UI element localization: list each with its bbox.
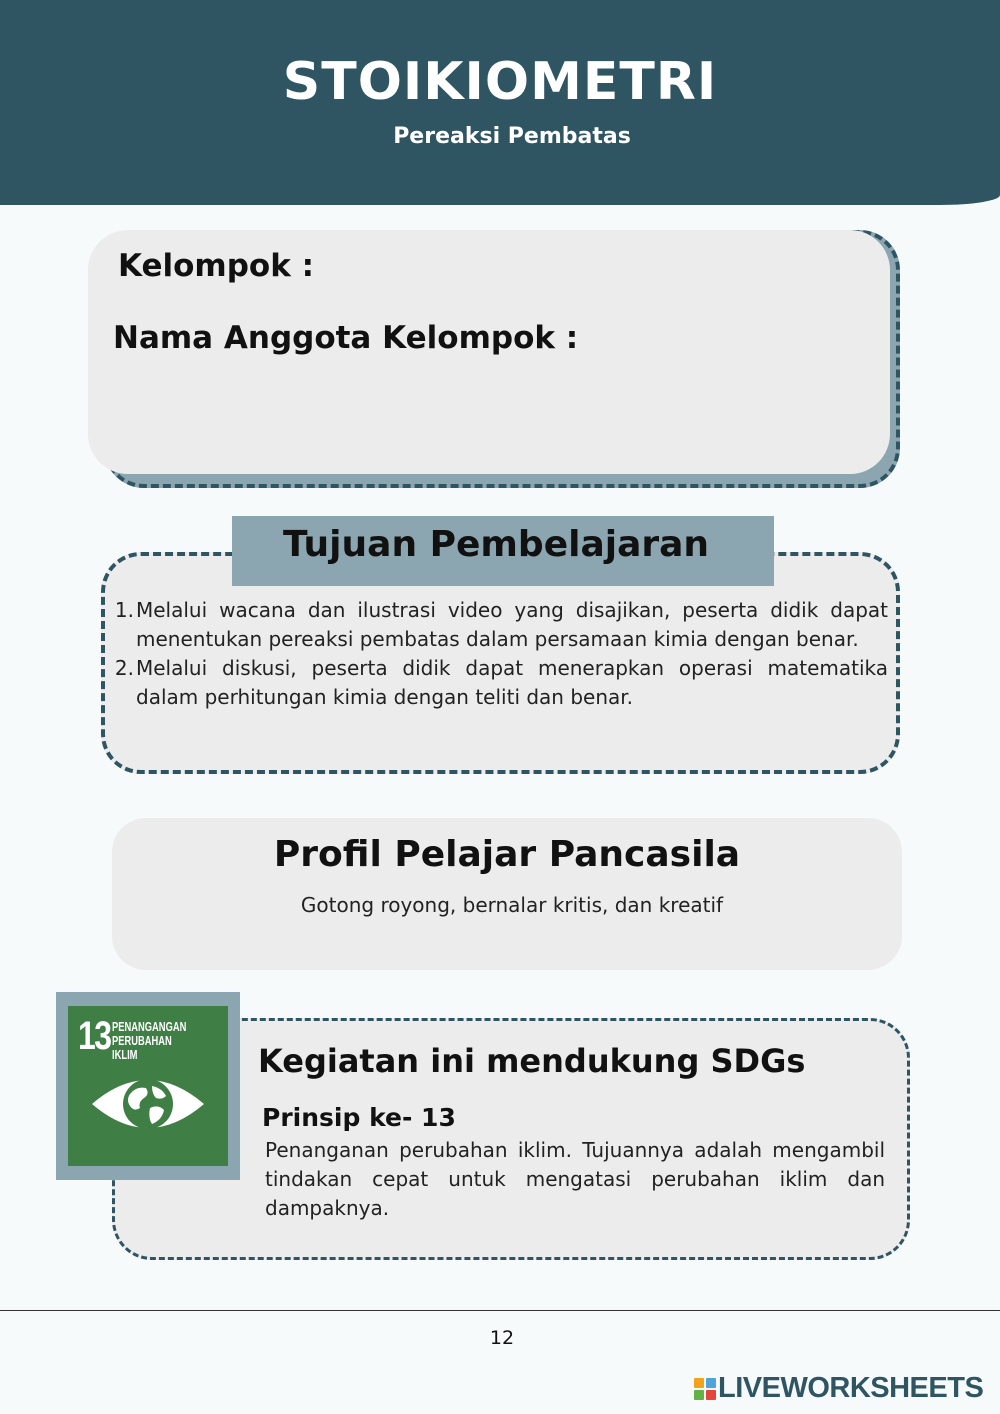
- eye-globe-icon: [90, 1072, 206, 1136]
- sdg-icon-caption: PENANGANGAN PERUBAHAN IKLIM: [112, 1019, 187, 1062]
- list-item-text: Melalui diskusi, peserta didik dapat menerapkan operasi matematika dalam perhitungan kimia dengan teliti dan benar.: [136, 656, 888, 709]
- sdg-principle: Prinsip ke- 13: [262, 1103, 456, 1132]
- sdg-heading: Kegiatan ini mendukung SDGs: [258, 1042, 806, 1080]
- group-label: Kelompok :: [118, 248, 315, 284]
- liveworksheets-icon: [694, 1378, 716, 1400]
- brand-name: LIVEWORKSHEETS: [718, 1372, 984, 1404]
- profile-title: Profil Pelajar Pancasila: [273, 834, 741, 875]
- members-label: Nama Anggota Kelompok :: [113, 320, 579, 356]
- sdg-description: Penanganan perubahan iklim. Tujuannya adalah mengambil tindakan cepat untuk mengatasi perubahan iklim dan dampaknya.: [265, 1138, 885, 1220]
- profile-text: Gotong royong, bernalar kritis, dan kreatif: [300, 893, 724, 917]
- list-item-text: Melalui wacana dan ilustrasi video yang disajikan, peserta didik dapat menentukan pereaksi pembatas dalam persamaan kimia dengan benar.: [136, 598, 888, 651]
- learning-goals-title: Tujuan Pembelajaran: [282, 524, 710, 565]
- liveworksheets-logo[interactable]: [694, 1372, 983, 1405]
- learning-goals-list: [112, 596, 888, 712]
- sdg-13-icon: [68, 1006, 228, 1166]
- sdg-icon-number: 13: [78, 1014, 111, 1058]
- page-title: STOIKIOMETRI: [282, 52, 718, 112]
- list-item: [112, 596, 888, 654]
- list-item-number: 2.: [114, 656, 134, 680]
- page-number: 12: [489, 1327, 515, 1349]
- page-header: [0, 0, 1000, 205]
- footer-divider: [0, 1310, 1000, 1311]
- list-item-number: 1.: [114, 598, 134, 622]
- list-item: [112, 654, 888, 712]
- page-subtitle: Pereaksi Pembatas: [393, 124, 631, 149]
